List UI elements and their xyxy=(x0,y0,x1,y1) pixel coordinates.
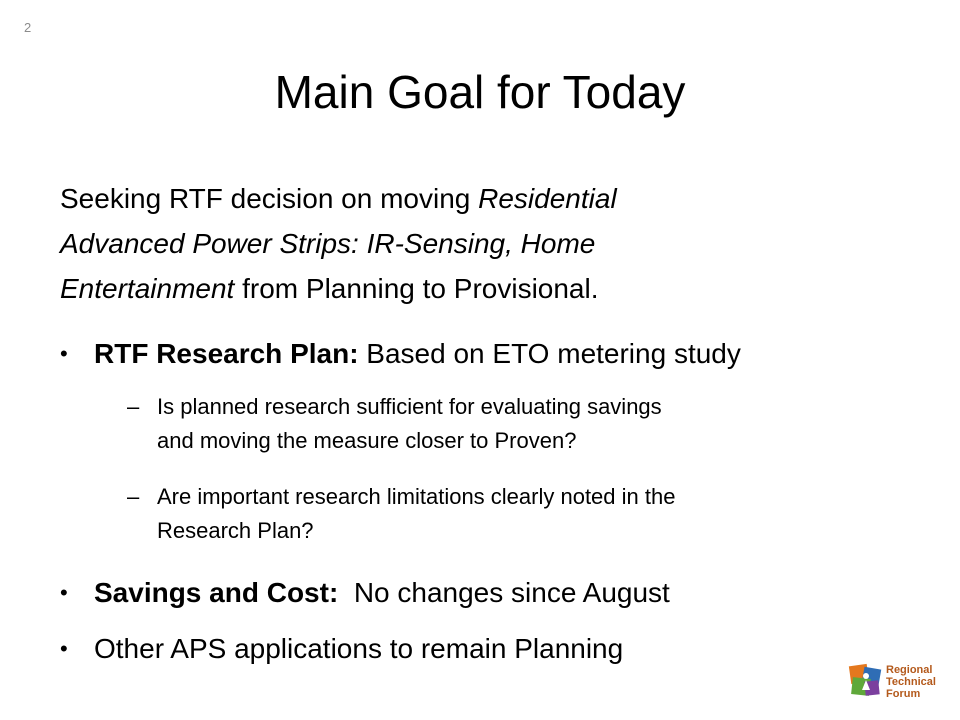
bullet-rest: Based on ETO metering study xyxy=(358,338,741,369)
bullet-rest: Other APS applications to remain Planning xyxy=(94,633,624,664)
bullet-bold: Savings and Cost: xyxy=(94,577,339,608)
subitem-text xyxy=(157,480,675,548)
bullet-rest: No changes since August xyxy=(338,577,670,608)
intro-italic-1: Residential xyxy=(478,183,617,214)
bullet-savings-cost xyxy=(60,573,670,613)
slide-number: 2 xyxy=(24,20,32,35)
intro-suffix: from Planning to Provisional. xyxy=(234,273,599,304)
bullet-research-plan xyxy=(60,334,741,374)
intro-prefix: Seeking RTF decision on moving xyxy=(60,183,479,214)
logo-line-1: Regional xyxy=(886,664,933,676)
bullet-other-aps xyxy=(60,629,623,669)
bullet-text xyxy=(94,334,741,374)
sub-dash: – xyxy=(127,484,140,509)
intro-paragraph xyxy=(60,176,860,311)
rtf-logo-icon xyxy=(848,662,884,698)
bullet-text xyxy=(94,573,670,613)
subitem-research-sufficient xyxy=(127,390,907,458)
bullet-dot: • xyxy=(60,636,68,661)
subitem-research-limitations xyxy=(127,480,907,548)
subitem-line-1: Are important research limitations clearly noted in the xyxy=(157,484,676,509)
bullet-bold: RTF Research Plan: xyxy=(94,338,359,369)
bullet-dot: • xyxy=(60,341,68,366)
logo-line-2: Technical xyxy=(886,676,936,688)
sub-dash: – xyxy=(127,394,140,419)
subitem-line-2: Research Plan? xyxy=(157,518,314,543)
intro-italic-2: Advanced Power Strips: IR-Sensing, Home xyxy=(60,228,596,259)
rtf-logo xyxy=(848,650,954,708)
subitem-text xyxy=(157,390,662,458)
logo-figure-head xyxy=(863,673,869,679)
logo-line-3: Forum xyxy=(886,688,921,700)
bullet-dot: • xyxy=(60,580,68,605)
subitem-line-2: and moving the measure closer to Proven? xyxy=(157,428,577,453)
slide-title: Main Goal for Today xyxy=(274,66,686,118)
intro-italic-3: Entertainment xyxy=(60,273,235,304)
logo-text xyxy=(886,664,936,700)
subitem-line-1: Is planned research sufficient for evaluating savings xyxy=(157,394,662,419)
